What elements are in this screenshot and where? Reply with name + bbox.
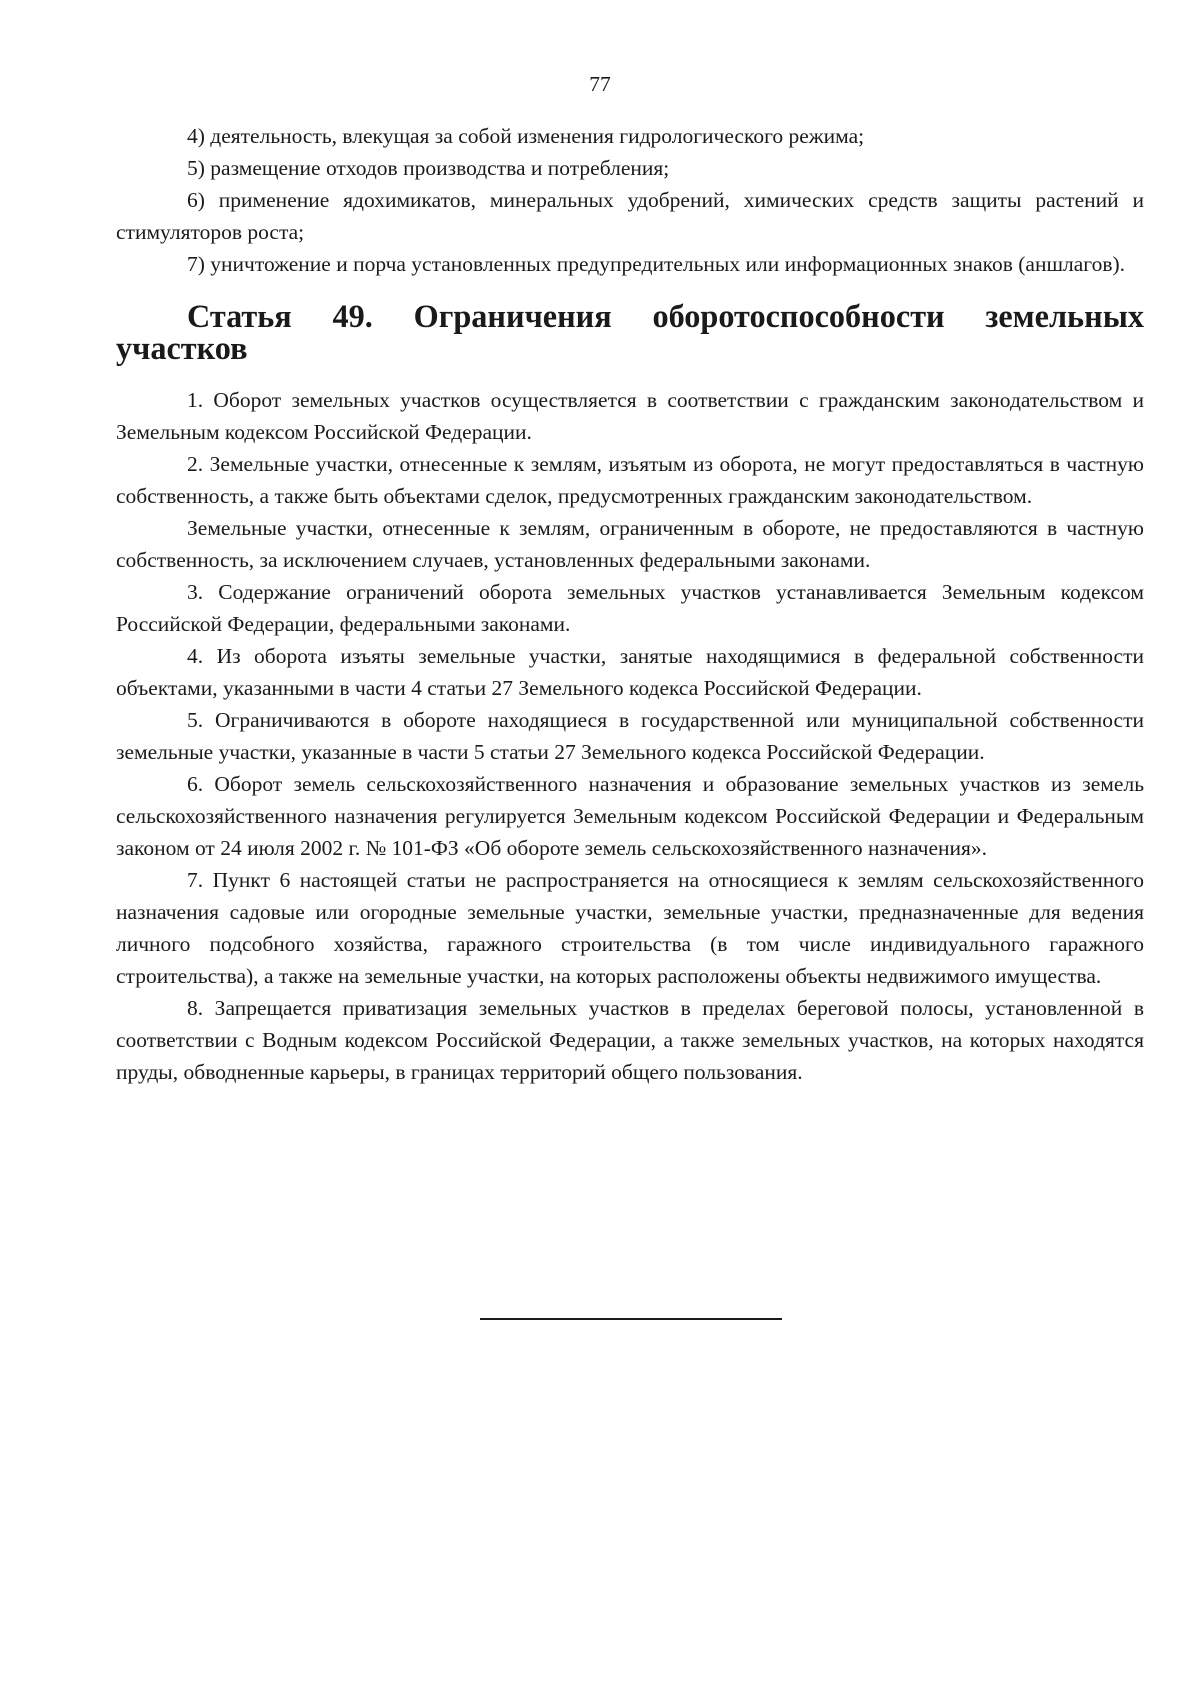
article-paragraph: 6. Оборот земель сельскохозяйственного назначения и образование земельных участков из земель сельскохозяйственного назначения регулируется Земельным кодексом Российской Федерации и Федеральным законом от 24 июля 2002 г. № 101-ФЗ «Об обороте земель сельскохозяйственного назначения». [116,772,1144,860]
document-body [116,120,1144,1088]
article-paragraph: 5. Ограничиваются в обороте находящиеся в государственной или муниципальной собственности земельные участки, указанные в части 5 статьи 27 Земельного кодекса Российской Федерации. [116,708,1144,764]
article-paragraph: Земельные участки, отнесенные к землям, ограниченным в обороте, не предоставляются в частную собственность, за исключением случаев, установленных федеральными законами. [116,516,1144,572]
end-separator-line [480,1318,782,1320]
article-paragraph: 2. Земельные участки, отнесенные к землям, изъятым из оборота, не могут предоставляться в частную собственность, а также быть объектами сделок, предусмотренных гражданским законодательством. [116,452,1144,508]
article-paragraph: 4. Из оборота изъяты земельные участки, занятые находящимися в федеральной собственности объектами, указанными в части 4 статьи 27 Земельного кодекса Российской Федерации. [116,644,1144,700]
list-item: 4) деятельность, влекущая за собой изменения гидрологического режима; [187,124,865,148]
article-title: Статья 49. Ограничения оборотоспособности земельных участков [116,298,1144,366]
list-item: 7) уничтожение и порча установленных предупредительных или информационных знаков (аншлагов). [187,252,1126,276]
article-paragraph: 3. Содержание ограничений оборота земельных участков устанавливается Земельным кодексом Российской Федерации, федеральными законами. [116,580,1144,636]
list-item: 5) размещение отходов производства и потребления; [187,156,670,180]
page-number: 77 [589,72,611,96]
article-paragraph: 7. Пункт 6 настоящей статьи не распространяется на относящиеся к землям сельскохозяйственного назначения садовые или огородные земельные участки, земельные участки, предназначенные для ведения личного подсобного хозяйства, гаражного строительства (в том числе индивидуального гаражного строительства), а также на земельные участки, на которых расположены объекты недвижимого имущества. [116,868,1144,988]
article-paragraph: 8. Запрещается приватизация земельных участков в пределах береговой полосы, установленной в соответствии с Водным кодексом Российской Федерации, а также земельных участков, на которых находятся пруды, обводненные карьеры, в границах территорий общего пользования. [116,996,1144,1084]
article-paragraph: 1. Оборот земельных участков осуществляется в соответствии с гражданским законодательством и Земельным кодексом Российской Федерации. [116,388,1144,444]
list-item: 6) применение ядохимикатов, минеральных удобрений, химических средств защиты растений и стимуляторов роста; [116,188,1144,244]
